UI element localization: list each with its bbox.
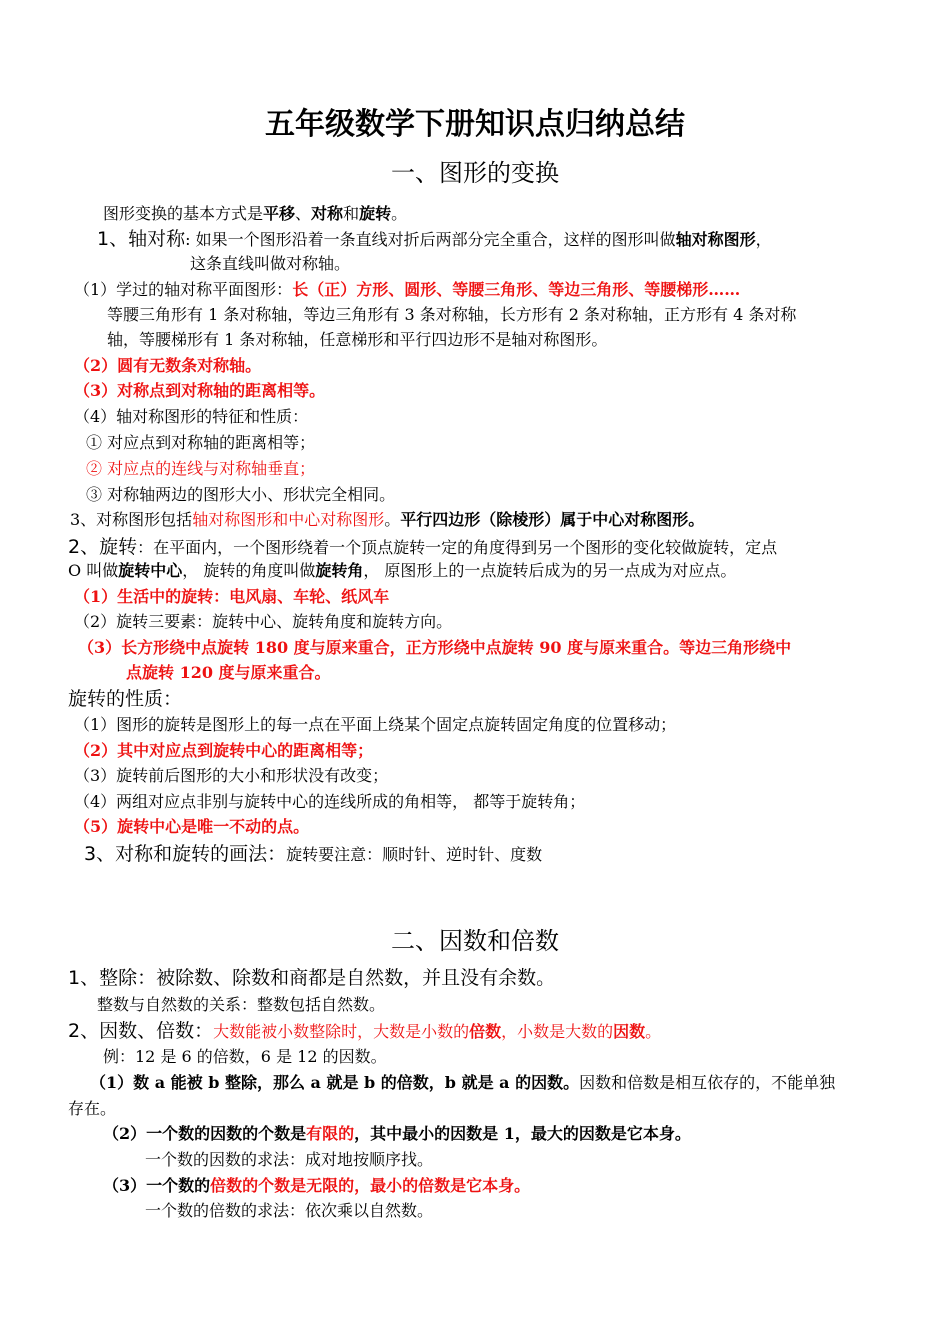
rotation-coincide-line-2: 点旋转 120 度与原来重合。 bbox=[126, 663, 331, 682]
axis-count-line-2: 轴，等腰梯形有 1 条对称轴，任意梯形和平行四边形不是轴对称图形。 bbox=[107, 330, 608, 349]
factor-multiple-definition: 2、因数、倍数：大数能被小数整除时，大数是小数的倍数，小数是大数的因数。 bbox=[68, 1020, 662, 1042]
circle-axis-note: （2）圆有无数条对称轴。 bbox=[74, 356, 262, 375]
rotation-coincide-line: （3）长方形绕中点旋转 180 度与原来重合，正方形绕中点旋转 90 度与原来重合。等边三角形绕中 bbox=[78, 638, 792, 657]
axis-property-3: ③ 对称轴两边的图形大小、形状完全相同。 bbox=[86, 485, 396, 504]
axis-definition: 1、轴对称: 如果一个图形沿着一条直线对折后两部分完全重合，这样的图形叫做轴对称图形， bbox=[97, 228, 772, 250]
axis-properties-title: （4）轴对称图形的特征和性质： bbox=[74, 407, 309, 426]
factor-point-2: （2）一个数的因数的个数是有限的，其中最小的因数是 1，最大的因数是它本身。 bbox=[103, 1124, 691, 1143]
factor-finding-method: 一个数的因数的求法：成对地按顺序找。 bbox=[145, 1150, 434, 1169]
axis-shapes-line: （1）学过的轴对称平面图形：长（正）方形、圆形、等腰三角形、等边三角形、等腰梯形…… bbox=[74, 280, 741, 299]
factor-point-1: （1）数 a 能被 b 整除，那么 a 就是 b 的倍数，b 就是 a 的因数。因数和倍数是相互依存的，不能单独 bbox=[90, 1073, 836, 1092]
divisibility-definition: 1、整除：被除数、除数和商都是自然数，并且没有余数。 bbox=[68, 967, 556, 989]
axis-property-1: ① 对应点到对称轴的距离相等； bbox=[86, 433, 316, 452]
intro-line: 图形变换的基本方式是平移、对称和旋转。 bbox=[103, 204, 408, 223]
rotation-property-1: （1）图形的旋转是图形上的每一点在平面上绕某个固定点旋转固定角度的位置移动； bbox=[74, 715, 677, 734]
symmetry-distance-note: （3）对称点到对称轴的距离相等。 bbox=[74, 381, 326, 400]
rotation-property-4: （4）两组对应点非别与旋转中心的连线所成的角相等， 都等于旋转角； bbox=[74, 792, 586, 811]
drawing-method-line: 3、对称和旋转的画法：旋转要注意：顺时针、逆时针、度数 bbox=[84, 843, 543, 865]
rotation-property-5: （5）旋转中心是唯一不动的点。 bbox=[74, 817, 310, 836]
rotation-definition-cont: O 叫做旋转中心， 旋转的角度叫做旋转角， 原图形上的一点旋转后成为的另一点成为对应点。 bbox=[68, 561, 737, 580]
factor-point-1-cont: 存在。 bbox=[68, 1099, 117, 1118]
rotation-property-3: （3）旋转前后图形的大小和形状没有改变； bbox=[74, 766, 389, 785]
rotation-elements: （2）旋转三要素：旋转中心、旋转角度和旋转方向。 bbox=[74, 612, 453, 631]
symmetric-figures-line: 3、对称图形包括轴对称图形和中心对称图形。平行四边形（除棱形）属于中心对称图形。 bbox=[70, 510, 705, 529]
axis-definition-cont: 这条直线叫做对称轴。 bbox=[190, 254, 351, 273]
factor-example: 例：12 是 6 的倍数，6 是 12 的因数。 bbox=[103, 1047, 387, 1066]
axis-count-line: 等腰三角形有 1 条对称轴，等边三角形有 3 条对称轴，长方形有 2 条对称轴，正方形有 4 条对称 bbox=[107, 305, 797, 324]
rotation-definition: 2、旋转：在平面内，一个图形绕着一个顶点旋转一定的角度得到另一个图形的变化较做旋转，定点 bbox=[68, 536, 778, 558]
section1-heading: 一、图形的变换 bbox=[391, 159, 559, 187]
page-title: 五年级数学下册知识点归纳总结 bbox=[265, 107, 685, 142]
rotation-properties-title: 旋转的性质： bbox=[68, 688, 183, 710]
section2-heading: 二、因数和倍数 bbox=[391, 927, 559, 955]
multiple-finding-method: 一个数的倍数的求法：依次乘以自然数。 bbox=[145, 1201, 434, 1220]
factor-point-3: （3）一个数的倍数的个数是无限的，最小的倍数是它本身。 bbox=[103, 1176, 531, 1195]
axis-property-2: ② 对应点的连线与对称轴垂直； bbox=[86, 459, 316, 478]
rotation-examples: （1）生活中的旋转：电风扇、车轮、纸风车 bbox=[74, 587, 390, 606]
integer-natural-relation: 整数与自然数的关系：整数包括自然数。 bbox=[97, 995, 386, 1014]
rotation-property-2: （2）其中对应点到旋转中心的距离相等； bbox=[74, 741, 374, 760]
